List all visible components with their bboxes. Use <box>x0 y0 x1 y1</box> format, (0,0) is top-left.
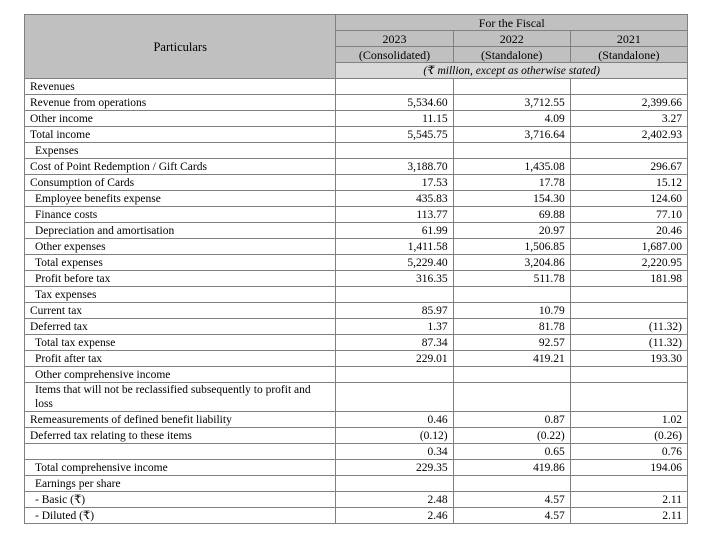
row-label: Current tax <box>25 303 336 319</box>
table-row <box>25 95 688 111</box>
table-row <box>25 287 688 303</box>
row-value: 3,188.70 <box>336 159 453 175</box>
row-value: 113.77 <box>336 207 453 223</box>
table-body <box>25 79 688 524</box>
table-row <box>25 508 688 524</box>
row-value: (11.32) <box>570 319 687 335</box>
header-basis-2021: (Standalone) <box>570 47 687 63</box>
table-row <box>25 351 688 367</box>
row-value: 61.99 <box>336 223 453 239</box>
row-value: 92.57 <box>453 335 570 351</box>
row-value: (11.32) <box>570 335 687 351</box>
table-row <box>25 492 688 508</box>
row-value: 2,402.93 <box>570 127 687 143</box>
table-row <box>25 460 688 476</box>
row-value: 3,204.86 <box>453 255 570 271</box>
header-basis-2022: (Standalone) <box>453 47 570 63</box>
row-label: Profit before tax <box>25 271 336 287</box>
row-value <box>570 476 687 492</box>
row-value: 435.83 <box>336 191 453 207</box>
row-value: 1,506.85 <box>453 239 570 255</box>
row-value: 154.30 <box>453 191 570 207</box>
row-value: 4.57 <box>453 508 570 524</box>
row-value: 17.78 <box>453 175 570 191</box>
row-value: 2,399.66 <box>570 95 687 111</box>
row-value: 2.46 <box>336 508 453 524</box>
header-for-the-fiscal: For the Fiscal <box>336 15 688 31</box>
header-particulars: Particulars <box>25 15 336 79</box>
row-value: 419.86 <box>453 460 570 476</box>
row-label: Other income <box>25 111 336 127</box>
row-label: Total comprehensive income <box>25 460 336 476</box>
row-value: 1,435.08 <box>453 159 570 175</box>
row-value: 0.46 <box>336 412 453 428</box>
row-label: Revenue from operations <box>25 95 336 111</box>
row-value: 2.11 <box>570 492 687 508</box>
row-value: 0.34 <box>336 444 453 460</box>
row-value: 87.34 <box>336 335 453 351</box>
row-value <box>570 383 687 412</box>
table-row <box>25 191 688 207</box>
row-value: 181.98 <box>570 271 687 287</box>
row-label: Total expenses <box>25 255 336 271</box>
row-label: Deferred tax <box>25 319 336 335</box>
row-value: 0.65 <box>453 444 570 460</box>
row-label: Remeasurements of defined benefit liability <box>25 412 336 428</box>
row-value: 2.48 <box>336 492 453 508</box>
row-value: 124.60 <box>570 191 687 207</box>
row-label: Profit after tax <box>25 351 336 367</box>
financial-results-table <box>24 14 688 524</box>
table-row <box>25 271 688 287</box>
row-value <box>453 79 570 95</box>
table-row <box>25 383 688 412</box>
row-value: 11.15 <box>336 111 453 127</box>
row-value: 17.53 <box>336 175 453 191</box>
row-value: 1.37 <box>336 319 453 335</box>
table-row <box>25 444 688 460</box>
row-value: 511.78 <box>453 271 570 287</box>
row-label: Expenses <box>25 143 336 159</box>
row-value: 1,687.00 <box>570 239 687 255</box>
row-value <box>336 476 453 492</box>
row-value: 3,712.55 <box>453 95 570 111</box>
row-label: Revenues <box>25 79 336 95</box>
row-value: 20.97 <box>453 223 570 239</box>
row-label: Total tax expense <box>25 335 336 351</box>
row-value <box>570 79 687 95</box>
row-value <box>336 143 453 159</box>
row-value: 2,220.95 <box>570 255 687 271</box>
row-value: 296.67 <box>570 159 687 175</box>
row-value <box>453 383 570 412</box>
table-row <box>25 79 688 95</box>
table-row <box>25 127 688 143</box>
table-row <box>25 476 688 492</box>
row-value: 1.02 <box>570 412 687 428</box>
row-value: 316.35 <box>336 271 453 287</box>
header-year-2023: 2023 <box>336 31 453 47</box>
header-basis-2023: (Consolidated) <box>336 47 453 63</box>
row-label: Deferred tax relating to these items <box>25 428 336 444</box>
table-row <box>25 303 688 319</box>
row-label: - Basic (₹) <box>25 492 336 508</box>
row-value <box>453 143 570 159</box>
row-value: 194.06 <box>570 460 687 476</box>
row-label: Other expenses <box>25 239 336 255</box>
row-value: 0.76 <box>570 444 687 460</box>
row-value <box>570 287 687 303</box>
row-value: 4.09 <box>453 111 570 127</box>
row-value: 193.30 <box>570 351 687 367</box>
row-value <box>336 287 453 303</box>
row-value: 229.35 <box>336 460 453 476</box>
row-value: (0.12) <box>336 428 453 444</box>
row-label: Items that will not be reclassified subsequently to profit and loss <box>25 383 336 412</box>
header-year-2022: 2022 <box>453 31 570 47</box>
table-row <box>25 175 688 191</box>
row-value <box>336 367 453 383</box>
row-value: 5,534.60 <box>336 95 453 111</box>
row-value: 4.57 <box>453 492 570 508</box>
row-value <box>453 476 570 492</box>
table-row <box>25 367 688 383</box>
table-row <box>25 335 688 351</box>
row-value: 419.21 <box>453 351 570 367</box>
row-value: 0.87 <box>453 412 570 428</box>
row-value: 10.79 <box>453 303 570 319</box>
row-value <box>570 143 687 159</box>
row-value: 85.97 <box>336 303 453 319</box>
row-value <box>570 367 687 383</box>
row-value: 1,411.58 <box>336 239 453 255</box>
row-value <box>570 303 687 319</box>
row-value <box>453 287 570 303</box>
row-label: Finance costs <box>25 207 336 223</box>
row-value: 5,229.40 <box>336 255 453 271</box>
row-value: 20.46 <box>570 223 687 239</box>
table-row <box>25 223 688 239</box>
table-row <box>25 239 688 255</box>
table-row <box>25 412 688 428</box>
table-row <box>25 255 688 271</box>
header-row-title <box>25 15 688 31</box>
row-label: Earnings per share <box>25 476 336 492</box>
header-year-2021: 2021 <box>570 31 687 47</box>
row-value: 15.12 <box>570 175 687 191</box>
row-label: Cost of Point Redemption / Gift Cards <box>25 159 336 175</box>
header-units-note: (₹ million, except as otherwise stated) <box>336 63 688 79</box>
table-row <box>25 159 688 175</box>
table-row <box>25 111 688 127</box>
row-value <box>336 383 453 412</box>
row-label: - Diluted (₹) <box>25 508 336 524</box>
row-label: Total income <box>25 127 336 143</box>
row-label: Consumption of Cards <box>25 175 336 191</box>
table-row <box>25 143 688 159</box>
row-value <box>336 79 453 95</box>
table-row <box>25 207 688 223</box>
row-label <box>25 444 336 460</box>
row-value: 81.78 <box>453 319 570 335</box>
row-label: Other comprehensive income <box>25 367 336 383</box>
row-value: 5,545.75 <box>336 127 453 143</box>
row-value: 229.01 <box>336 351 453 367</box>
row-value: (0.22) <box>453 428 570 444</box>
row-value: 77.10 <box>570 207 687 223</box>
row-value <box>453 367 570 383</box>
row-label: Depreciation and amortisation <box>25 223 336 239</box>
row-value: (0.26) <box>570 428 687 444</box>
row-value: 3,716.64 <box>453 127 570 143</box>
table-header <box>25 15 688 79</box>
row-value: 69.88 <box>453 207 570 223</box>
row-value: 2.11 <box>570 508 687 524</box>
table-row <box>25 428 688 444</box>
row-label: Tax expenses <box>25 287 336 303</box>
row-value: 3.27 <box>570 111 687 127</box>
row-label: Employee benefits expense <box>25 191 336 207</box>
table-row <box>25 319 688 335</box>
